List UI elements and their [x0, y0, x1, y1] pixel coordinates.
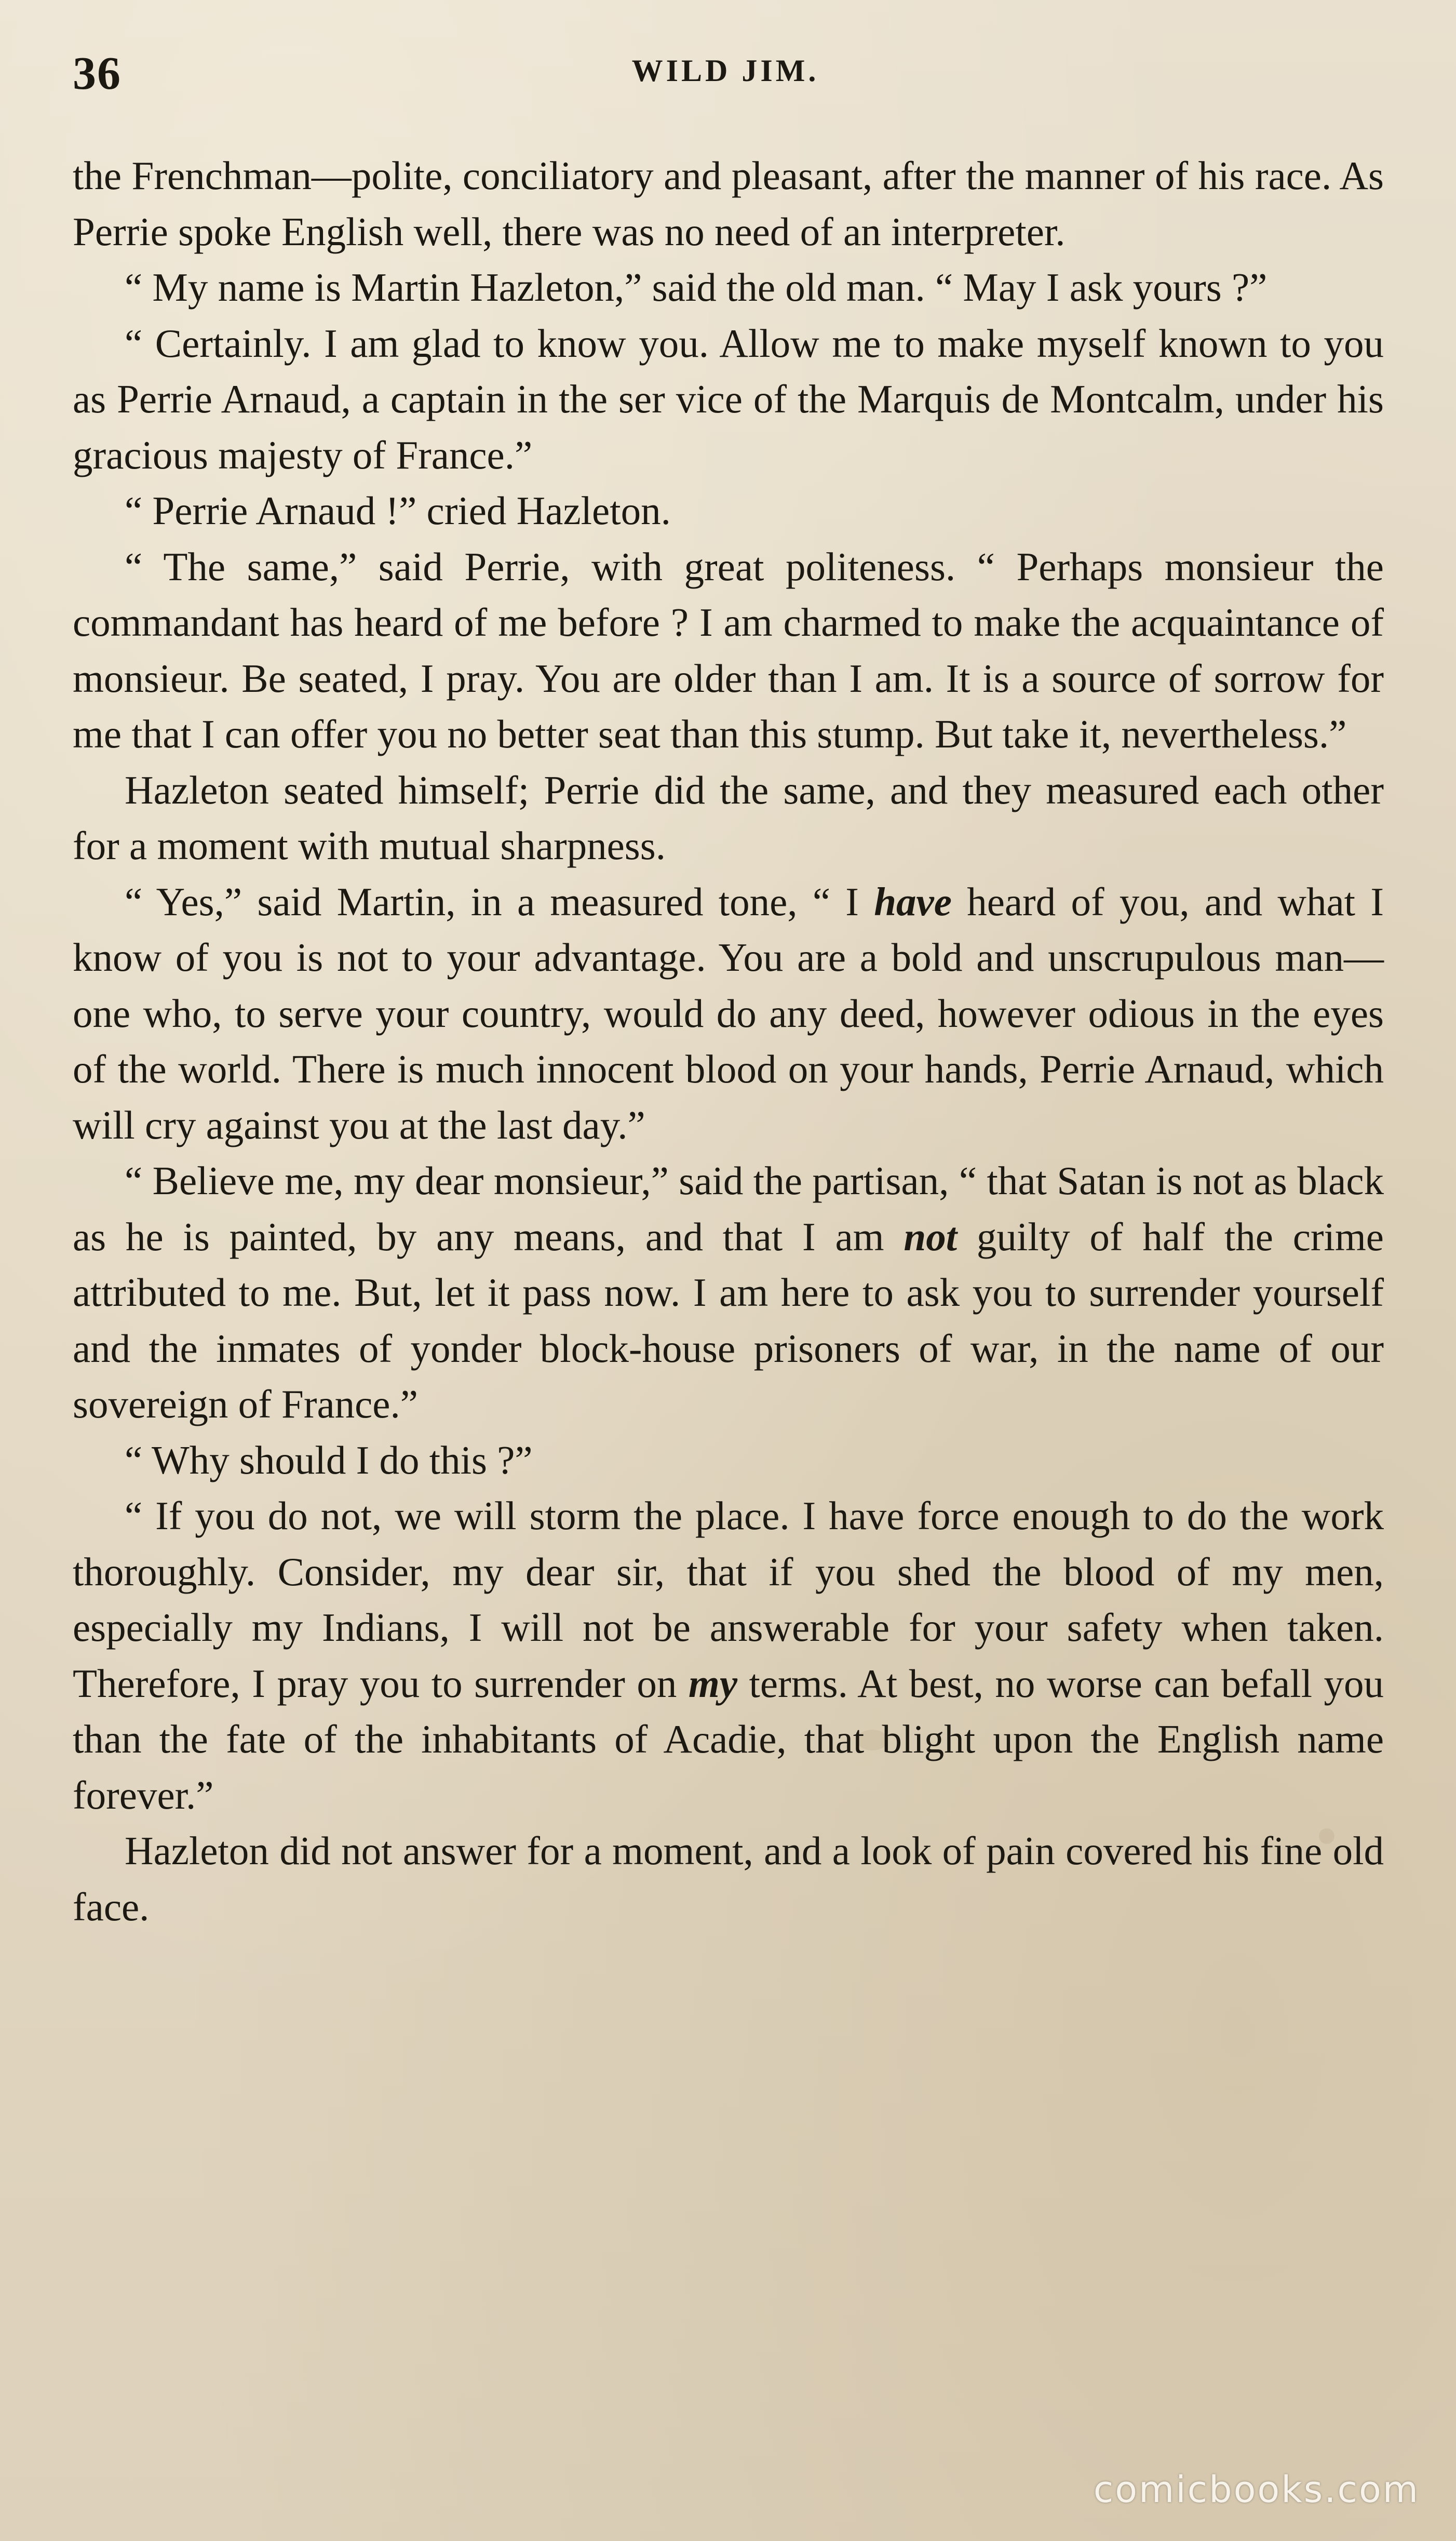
text-run: “ Yes,” said Martin, in a measured tone, “ I	[125, 879, 874, 924]
text-run: the Frenchman—polite, conciliatory and pleasant, after the manner of his race. As Perrie spoke English well, there was no need of an interpreter.	[73, 153, 1384, 254]
text-run: “ Perrie Arnaud !” cried Hazleton.	[125, 488, 671, 533]
text-run: terms. At best, no worse can befall you than the fate of the inhabitants of Acadie, that blight upon the English name forever.”	[73, 1661, 1384, 1817]
paragraph	[73, 1823, 1384, 1935]
emphasized-text: have	[874, 879, 952, 924]
emphasized-text: not	[904, 1214, 958, 1259]
text-run: Hazleton did not answer for a moment, and a look of pain covered his fine old face.	[73, 1828, 1384, 1929]
watermark: comicbooks.com	[1093, 2468, 1420, 2511]
body-text	[73, 148, 1384, 1935]
emphasized-text: my	[688, 1661, 737, 1706]
text-run: guilty of half the crime attributed to me. But, let it pass now. I am here to ask you to surrender yourself and the inmates of yonder block-house prisoners of war, in the name of our sovereign of France.”	[73, 1214, 1384, 1426]
paragraph	[73, 1153, 1384, 1433]
text-run: “ Why should I do this ?”	[125, 1437, 533, 1482]
paragraph	[73, 763, 1384, 874]
paragraph	[73, 260, 1384, 316]
paragraph	[73, 874, 1384, 1154]
paragraph	[73, 1433, 1384, 1489]
text-run: Hazleton seated himself; Perrie did the same, and they measured each other for a moment with mutual sharpness.	[73, 767, 1384, 868]
text-run: “ My name is Martin Hazleton,” said the old man. “ May I ask yours ?”	[125, 265, 1268, 310]
text-run: “ If you do not, we will storm the place. I have force enough to do the work thoroughly. Consider, my dear sir, that if you shed the blood of my men, especially my Indians, I will not be answerable for your safety when taken. Therefore, I pray you to surrender on	[73, 1493, 1384, 1706]
paragraph	[73, 316, 1384, 484]
paragraph	[73, 483, 1384, 539]
paragraph	[73, 148, 1384, 260]
page-number: 36	[73, 48, 122, 99]
paragraph	[73, 1488, 1384, 1823]
paragraph	[73, 539, 1384, 763]
text-run: “ Believe me, my dear monsieur,” said the partisan, “ that Satan is not as black as he is painted, by any means, and that I am	[73, 1158, 1384, 1259]
text-run: “ The same,” said Perrie, with great politeness. “ Perhaps monsieur the commandant has heard of me before ? I am charmed to make the acquaintance of monsieur. Be seated, I pray. You are older than I am. It is a source of sorrow for me that I can offer you no better seat than this stump. But take it, nevertheless.”	[73, 544, 1384, 756]
text-run: heard of you, and what I know of you is not to your advantage. You are a bold and unscrupulous man—one who, to serve your country, would do any deed, however odious in the eyes of the world. There is much innocent blood on your hands, Perrie Arnaud, which will cry against you at the last day.”	[73, 879, 1384, 1147]
running-title: WILD JIM.	[631, 54, 819, 88]
text-run: “ Certainly. I am glad to know you. Allow me to make myself known to you as Perrie Arnaud, a captain in the ser vice of the Marquis de Montcalm, under his gracious majesty of France.”	[73, 320, 1384, 477]
page-header	[73, 42, 1378, 99]
